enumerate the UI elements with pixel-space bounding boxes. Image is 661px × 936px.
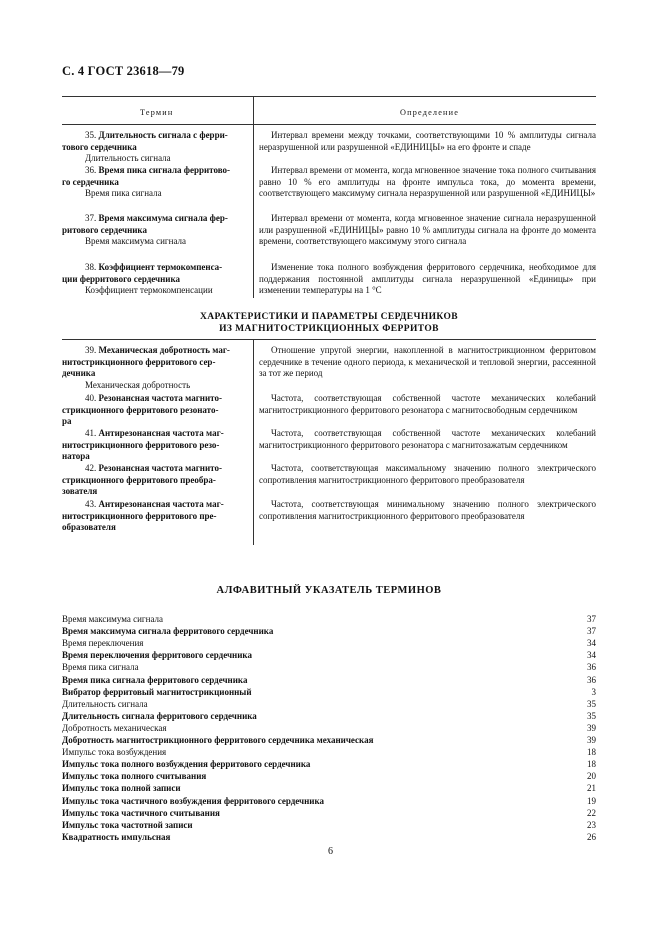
definition-39: Отношение упругой энергии, накопленной в магнитострикционном ферритовом сердечнике в течение одного периода, к механической и тепловой энергии, рассеянной за тот же период bbox=[259, 345, 596, 378]
term-41-cont bbox=[62, 440, 252, 463]
section-title bbox=[62, 311, 596, 335]
index-term: Импульс тока полного считывания bbox=[62, 771, 207, 782]
index-page: 35 bbox=[587, 710, 596, 721]
term-title: Коэффициент термокомпенса- bbox=[98, 262, 223, 272]
term-title: Резонансная частота магнито- bbox=[98, 393, 222, 403]
index-term: Вибратор ферритовый магнитострикционный bbox=[62, 686, 252, 697]
term-37-cont bbox=[62, 225, 232, 248]
term-39 bbox=[85, 345, 255, 357]
term-short: Коэффициент термокомпенсации bbox=[85, 285, 213, 295]
term-number: 39. bbox=[85, 345, 97, 355]
index-term: Длительность сигнала bbox=[62, 698, 148, 709]
index-row bbox=[62, 674, 596, 686]
index-page: 18 bbox=[587, 759, 596, 770]
column-divider-2 bbox=[253, 339, 254, 545]
index-page: 19 bbox=[587, 795, 596, 806]
term-title: Время максимума сигнала фер- bbox=[98, 213, 228, 223]
index-term: Время максимума сигнала bbox=[62, 614, 164, 624]
index-term: Импульс тока полного возбуждения ферритового сердечника bbox=[62, 759, 311, 770]
term-title-cont: натора bbox=[62, 451, 90, 461]
term-number: 42. bbox=[85, 463, 97, 473]
index-row bbox=[62, 795, 596, 807]
definition-37: Интервал времени от момента, когда мгновенное значение сигнала неразрушенной или разрушенной «ЕДИНИЦЫ» равно 10 % амплитуды сигнала на фронте до момента времени, соответствующего максимуму этого сигнала bbox=[259, 213, 596, 246]
term-42 bbox=[85, 463, 255, 475]
index-row bbox=[62, 746, 596, 758]
index-row bbox=[62, 637, 596, 649]
index-page: 36 bbox=[587, 662, 596, 673]
index-page: 21 bbox=[587, 783, 596, 794]
term-35 bbox=[85, 130, 255, 142]
term-43-cont bbox=[62, 511, 252, 534]
index-page: 26 bbox=[587, 831, 596, 842]
term-title-cont: нитострикционного ферритового пре- bbox=[62, 510, 217, 521]
term-35-cont bbox=[62, 142, 232, 165]
column-header-definition: Определение bbox=[400, 108, 460, 117]
term-number: 37. bbox=[85, 213, 97, 223]
index-row bbox=[62, 758, 596, 770]
term-short: Длительность сигнала bbox=[85, 153, 171, 163]
page-number: 6 bbox=[328, 846, 333, 857]
index-page: 22 bbox=[587, 807, 596, 818]
index-row bbox=[62, 831, 596, 843]
index-page: 39 bbox=[587, 735, 596, 745]
index-page: 36 bbox=[587, 674, 596, 685]
term-number: 38. bbox=[85, 262, 97, 272]
term-41 bbox=[85, 428, 255, 440]
index-term: Время пика сигнала ферритового сердечника bbox=[62, 674, 248, 685]
definition-41: Частота, соответствующая собственной частоте механических колебаний магнитострикционного ферритового резонатора с магнитозажатым сердечником bbox=[259, 428, 596, 450]
index-row bbox=[62, 613, 596, 625]
index-page: 34 bbox=[587, 638, 596, 649]
term-43 bbox=[85, 499, 255, 511]
index-page: 35 bbox=[587, 698, 596, 709]
page-header: С. 4 ГОСТ 23618—79 bbox=[62, 64, 185, 78]
definition-42: Частота, соответствующая максимальному значению полного электрического сопротивления магнитострикционного ферритового преобразователя bbox=[259, 463, 596, 485]
definition-36: Интервал времени от момента, когда мгновенное значение тока полного считывания равно 10 % его амплитуды на фронте импульса тока, до момента времени, соответствующего максимуму сигнала неразрушенной или разрушенной «ЕДИНИЦЫ» bbox=[259, 165, 596, 198]
term-36 bbox=[85, 165, 255, 177]
index-page: 20 bbox=[587, 771, 596, 782]
term-37 bbox=[85, 213, 255, 225]
index-row bbox=[62, 807, 596, 819]
index-row bbox=[62, 770, 596, 782]
term-number: 36. bbox=[85, 165, 97, 175]
index-page: 34 bbox=[587, 650, 596, 661]
index-term: Время пика сигнала bbox=[62, 662, 139, 673]
term-number: 41. bbox=[85, 428, 97, 438]
term-title: Механическая добротность маг- bbox=[98, 345, 230, 355]
index-row bbox=[62, 686, 596, 698]
index-term: Импульс тока частотной записи bbox=[62, 819, 193, 830]
term-36-cont bbox=[62, 177, 232, 200]
term-title: Время пика сигнала ферритово- bbox=[98, 165, 231, 175]
term-title-cont: го сердечника bbox=[62, 176, 119, 187]
term-number: 35. bbox=[85, 130, 97, 140]
index-page: 37 bbox=[587, 614, 596, 624]
term-38 bbox=[85, 262, 255, 274]
index-row bbox=[62, 782, 596, 794]
index-term: Время максимума сигнала ферритового сердечника bbox=[62, 626, 274, 637]
index-title: АЛФАВИТНЫЙ УКАЗАТЕЛЬ ТЕРМИНОВ bbox=[216, 585, 442, 596]
term-title-cont: дечника bbox=[62, 368, 96, 378]
term-40 bbox=[85, 393, 255, 405]
index-term: Импульс тока полной записи bbox=[62, 783, 181, 794]
term-short: Время максимума сигнала bbox=[85, 236, 187, 246]
index-term: Импульс тока частичного возбуждения ферритового сердечника bbox=[62, 795, 325, 806]
section-title-line-1: ХАРАКТЕРИСТИКИ И ПАРАМЕТРЫ СЕРДЕЧНИКОВ bbox=[200, 312, 458, 322]
term-title-cont: ритового сердечника bbox=[62, 224, 147, 235]
index-page: 18 bbox=[587, 747, 596, 758]
index-row bbox=[62, 734, 596, 746]
term-title: Длительность сигнала с ферри- bbox=[98, 130, 228, 140]
definition-35: Интервал времени между точками, соответствующими 10 % амплитуды сигнала неразрушенной или разрушенной «ЕДИНИЦЫ» на его фронте и спаде bbox=[259, 130, 596, 152]
index-page: 3 bbox=[591, 686, 596, 697]
term-title-cont: ции ферритового сердечника bbox=[62, 273, 181, 284]
term-title-cont: образователя bbox=[62, 522, 116, 532]
index-term: Добротность механическая bbox=[62, 722, 167, 733]
index-term: Импульс тока частичного считывания bbox=[62, 807, 220, 818]
section-top-rule bbox=[62, 339, 596, 340]
section-title-line-2: ИЗ МАГНИТОСТРИКЦИОННЫХ ФЕРРИТОВ bbox=[219, 324, 439, 334]
term-39-cont bbox=[62, 357, 252, 392]
index-term: Импульс тока возбуждения bbox=[62, 747, 167, 758]
index-term: Время переключения ферритового сердечника bbox=[62, 650, 252, 661]
term-title: Резонансная частота магнито- bbox=[98, 463, 222, 473]
column-header-term: Термин bbox=[140, 108, 174, 117]
term-title-cont: стрикционного ферритового резонато- bbox=[62, 404, 219, 415]
term-number: 43. bbox=[85, 499, 97, 509]
index-term: Время переключения bbox=[62, 638, 144, 649]
definition-43: Частота, соответствующая минимальному значению полного электрического сопротивления магнитострикционного ферритового преобразователя bbox=[259, 499, 596, 521]
index-row bbox=[62, 710, 596, 722]
index-row bbox=[62, 661, 596, 673]
term-title: Антирезонансная частота маг- bbox=[98, 428, 224, 438]
index-term: Добротность магнитострикционного ферритового сердечника механическая bbox=[62, 735, 374, 745]
index-row bbox=[62, 722, 596, 734]
term-40-cont bbox=[62, 405, 252, 428]
index-term: Длительность сигнала ферритового сердечника bbox=[62, 710, 257, 721]
term-number: 40. bbox=[85, 393, 97, 403]
term-title-cont: тового сердечника bbox=[62, 141, 137, 152]
index-page: 37 bbox=[587, 626, 596, 637]
term-42-cont bbox=[62, 475, 252, 498]
index-row bbox=[62, 698, 596, 710]
term-title-cont: нитострикционного ферритового резо- bbox=[62, 439, 220, 450]
term-title: Антирезонансная частота маг- bbox=[98, 499, 224, 509]
term-title-cont: ра bbox=[62, 416, 72, 426]
index-term: Квадратность импульсная bbox=[62, 831, 171, 842]
term-title-cont: зователя bbox=[62, 486, 98, 496]
term-short: Время пика сигнала bbox=[85, 188, 162, 198]
definition-38: Изменение тока полного возбуждения ферритового сердечника, необходимое для поддержания постоянной амплитуды сигнала неразрушенной «Единицы» при изменении температуры на 1 °С bbox=[259, 262, 596, 295]
term-title-cont: стрикционного ферритового преобра- bbox=[62, 474, 216, 485]
index-page: 23 bbox=[587, 819, 596, 830]
index-row bbox=[62, 625, 596, 637]
term-short: Механическая добротность bbox=[85, 379, 191, 390]
table-head-rule bbox=[62, 124, 596, 125]
table-top-rule bbox=[62, 96, 596, 97]
index-row bbox=[62, 649, 596, 661]
index-page: 39 bbox=[587, 722, 596, 733]
term-title-cont: нитострикционного ферритового сер- bbox=[62, 356, 216, 367]
term-38-cont bbox=[62, 274, 252, 297]
index-row bbox=[62, 819, 596, 831]
definition-40: Частота, соответствующая собственной частоте механических колебаний магнитострикционного ферритового резонатора с магнитосвободным сердечником bbox=[259, 393, 596, 415]
